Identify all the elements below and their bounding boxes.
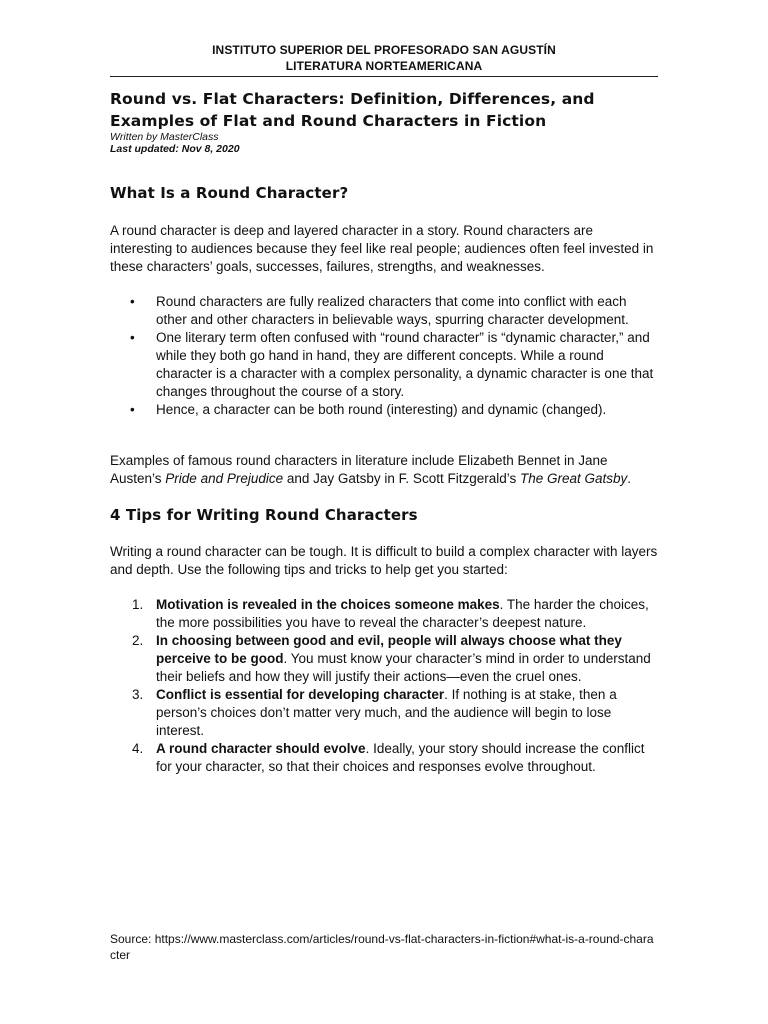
source-citation: Source: https://www.masterclass.com/articles/round-vs-flat-characters-in-fiction#what-is-a-round-character [110,932,654,962]
examples-text: . [627,471,632,486]
header-divider [110,76,658,77]
tip-text: . Ideally, your story should increase the conflict for your character, so that their choices and responses evolve throughout. [156,741,645,774]
list-item [110,686,658,740]
institution-header [110,42,658,74]
section-heading-round-character: What Is a Round Character? [110,184,349,202]
round-character-intro: A round character is deep and layered character in a story. Round characters are interesting to audiences because they feel like real people; audiences often feel invested in these characters’ goals, successes, failures, strengths, and weaknesses. [110,223,654,274]
article-byline: Written by MasterClass [110,131,219,143]
list-number: 2. [132,633,144,648]
list-item-text: Round characters are fully realized characters that come into conflict with each other and other characters in believable ways, spurring character development. [156,294,629,327]
tip-text: . The harder the choices, the more possibilities you have to reveal the character’s deepest nature. [156,597,649,630]
book-title-great-gatsby: The Great Gatsby [519,471,628,486]
list-number: 1. [132,597,144,612]
tip-bold-text: Motivation is revealed in the choices someone makes [156,597,500,612]
tips-numbered-list [110,596,658,776]
tip-bold-text: In choosing between good and evil, people will always choose what they perceive to be good [156,633,622,666]
bullet-icon: • [130,294,135,309]
course-name: LITERATURA NORTEAMERICANA [285,59,483,73]
round-character-bullet-list [110,293,658,419]
article-title: Round vs. Flat Characters: Definition, Differences, and Examples of Flat and Round Characters in Fiction [110,90,595,130]
list-item [110,329,658,401]
tip-text: . You must know your character’s mind in order to understand their beliefs and how they will justify their actions—even the cruel ones. [156,651,651,684]
bullet-icon: • [130,330,135,345]
section-heading-tips: 4 Tips for Writing Round Characters [110,506,418,524]
document-page [110,0,658,1024]
examples-text: Examples of famous round characters in literature include Elizabeth Bennet in Jane Austen’s [110,453,608,486]
list-item-text: Hence, a character can be both round (interesting) and dynamic (changed). [156,402,607,417]
tip-bold-text: Conflict is essential for developing character [156,687,445,702]
book-title-pride-and-prejudice: Pride and Prejudice [165,471,284,486]
list-item [110,632,658,686]
tips-intro: Writing a round character can be tough. It is difficult to build a complex character with layers and depth. Use the following tips and tricks to help get you started: [110,544,658,577]
article-updated-date: Last updated: Nov 8, 2020 [110,143,240,155]
list-item-text: One literary term often confused with “round character” is “dynamic character,” and while they both go hand in hand, they are different concepts. While a round character is a character with a complex personality, a dynamic character is one that changes throughout the course of a story. [156,330,654,399]
institution-name: INSTITUTO SUPERIOR DEL PROFESORADO SAN AGUSTÍN [212,43,556,57]
tip-text: . If nothing is at stake, then a person’s choices don’t matter very much, and the audience will begin to lose interest. [156,687,617,738]
list-item [110,401,658,419]
list-number: 4. [132,741,144,756]
bullet-icon: • [130,402,135,417]
famous-examples-paragraph [110,452,658,488]
list-number: 3. [132,687,144,702]
examples-text: and Jay Gatsby in F. Scott Fitzgerald’s [283,471,520,486]
tip-bold-text: A round character should evolve [156,741,366,756]
list-item [110,293,658,329]
list-item [110,596,658,632]
list-item [110,740,658,776]
